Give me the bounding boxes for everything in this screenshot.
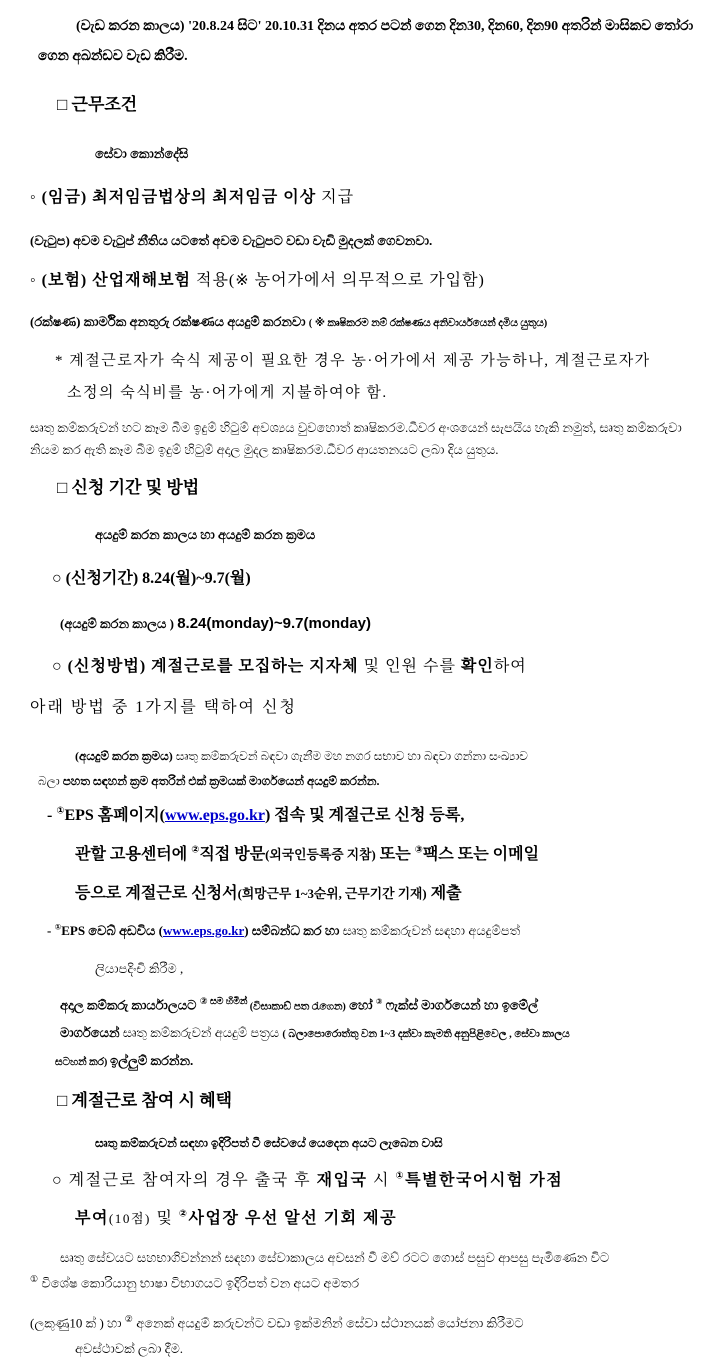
text-segment: අනෙක් අයදුම් කරුවන්ට වඩා ඉක්මනින් සේවා ස්ථානයක් යෝජනා කිරීමට [132,1315,524,1331]
text-segment: - [47,922,55,938]
text-segment: (신청방법) 계절근로를 모집하는 지자체 [67,658,359,676]
section-heading-benefits [57,1088,702,1114]
text-segment: 관할 고용센터에 [75,845,192,863]
text-segment: ① [395,1170,406,1182]
text-segment: ② [178,1209,189,1220]
insurance-line-sinhala [30,312,702,332]
text-segment: 시 [367,1171,396,1189]
text-segment: ○ [52,570,66,588]
text-segment: 적용(※ 농어가에서 의무적으로 가입함) [190,272,485,290]
text-segment: අවස්ථාවක් ලබා දීම. [75,1341,184,1357]
text-segment: 특별한국어시험 가점 [405,1171,564,1189]
text-segment: ① [30,1274,39,1285]
text-segment: 부여 [75,1210,109,1228]
eps-website-link[interactable]: www.eps.go.kr [164,807,265,825]
application-period-sinhala [60,612,702,635]
text-segment: සෘතු කම්කරුවන් බඳවා ගැනීම මහ නගර සභාව හා බඳවා ගන්නා සංඛ්‍යාව [175,748,528,763]
wage-line-korean [30,186,702,211]
text-segment: ① [56,805,65,817]
application-method-sinhala-line1 [75,747,702,766]
application-method-sinhala-line2 [38,772,702,791]
text-segment: 직접 방문 [199,845,266,863]
insurance-line-korean [30,269,702,294]
section-subtitle-benefits [95,1134,702,1153]
text-segment: ② [124,1313,133,1324]
application-method-korean-line2 [30,696,702,721]
text-segment: ඉල්ලුම් කරන්න. [109,1053,194,1069]
text-segment: 사업장 우선 알선 기회 제공 [188,1210,398,1228]
text-segment: සෘතු කම්කරුවන් හට කෑම බීම ඉදුම් හිටුම් අවශ්‍යය වුවහොත් කෘෂිකරම.ධීවර අංශයෙන් සැපයිය හැකි නමුත්, සෘතු කම්කරුවා නියම කර ඇති කෑම බීම ඉදුම් හිටුම් අදාල මුදල කෘෂිකරම.ධීවර ආයතනයට ලබා දිය යුතුය. [30,419,682,457]
text-segment: 팩스 또는 이메일 [422,845,540,863]
text-segment: සෘතු කම්කරුවන් සඳහා ඉදිරිපත් වී සේවයේ යෙදෙන අයට ලැබෙන වාසි [95,1135,443,1150]
document-body [0,12,720,1359]
text-segment: □ 계절근로 참여 시 혜택 [57,1090,233,1110]
eps-website-link[interactable]: www.eps.go.kr [162,922,245,938]
text-segment: 및 인원 수를 [358,658,461,676]
text-segment: ○ [52,658,68,676]
section-heading-application [57,475,702,501]
text-segment: ◦ [30,272,42,290]
text-segment: ◦ [30,189,42,207]
text-segment: ③ [414,844,423,856]
text-segment: සෘතු කම්කරුවන් සඳහා අයදුම්පත් [342,922,521,938]
text-segment: 하여 [493,658,527,676]
text-segment: (අයදුම් කරන ක්‍රමය) [75,748,176,763]
text-segment: □ 신청 기간 및 방법 [57,477,200,497]
benefit-sinhala-line2 [30,1272,702,1293]
method1-korean-line3 [75,882,702,907]
text-segment: □ 근무조건 [57,95,138,114]
text-segment: හෝ [345,997,376,1013]
text-segment: 8.24(monday)~9.7(monday) [177,615,372,633]
method2-detail-line1 [60,995,702,1015]
text-segment: ③ [375,996,383,1006]
text-segment: (රක්ෂණ) කාර්මික අනතුරු රක්ෂණය අයදුම් කරනවා [30,314,309,330]
text-segment: බලා [38,773,63,788]
text-segment: (අයදුම් කරන කාලය ) [60,616,178,632]
text-segment: 및 [150,1210,179,1228]
text-segment: අදාල කම්කරු කාර්යාලයට [60,997,200,1013]
text-segment: අයදුම් කරන කාලය හා අයදුම් කරන ක්‍රමය [95,527,316,543]
text-segment: ලියාපදිංචි කිරීම , [95,960,184,976]
text-segment: (වැඩ කරන කාලය) '20.8.24 සිට' 20.10.31 දිනය අතර පටන් ගෙන දින30, දින60, දින90 අතරින් මාසිකව තෝරා ගෙන අඛන්ඩව වැඩ කිරීම. [38,19,694,64]
application-period-korean [52,567,702,592]
text-segment: ) සම්බන්ධ කර හා [244,922,343,938]
method1-korean-line1 [47,804,702,829]
text-segment: 또는 [375,845,415,863]
text-segment: ① [54,922,62,932]
method2-sinhala-line2 [95,959,702,979]
lodging-note-sinhala [30,417,702,461]
text-segment: ○ [52,1171,69,1189]
text-segment: සේවා කොන්දේසි [95,146,189,162]
text-segment: (보험) 산업재해보험 [41,272,191,290]
application-method-korean-line1 [52,655,702,680]
wage-line-sinhala [30,231,702,251]
text-segment: * 계절근로자가 숙식 제공이 필요한 경우 농·어가에서 제공 가능하나, 계절근로자가 [55,353,651,370]
benefit-korean-line1 [52,1169,702,1194]
intro-paragraph-sinhala [38,12,702,72]
text-segment: (ලකුණු10 ක් ) හා [30,1315,125,1331]
section-subtitle-working-conditions [95,144,702,164]
benefit-sinhala-line3 [30,1312,702,1333]
text-segment: සෘතු කම්කරුවන් අයදුම් පත්‍රය [122,1025,283,1041]
method2-detail-line3 [55,1051,702,1071]
text-segment: ( ※ කෘෂිකරම නම් රක්ෂණය අනිවාර්යයෙන් දමිය යුතුය) [308,318,548,330]
text-segment: ② සම හිමින් [199,996,250,1007]
text-segment: (신청기간) 8.24(월)~9.7(월) [65,570,251,588]
text-segment: 제출 [426,884,462,902]
text-segment: (외국인등록증 지참) [265,847,376,862]
text-segment: EPS 홈페이지( [64,807,165,825]
text-segment: (වැටුප) අවම වැටුප් නීතිය යටතේ අවම වැටුපට වඩා වැඩි මුදලක් ගෙවනවා. [30,233,433,249]
section-heading-working-conditions [57,92,702,118]
method2-detail-line2 [60,1023,702,1043]
method1-korean-line2 [75,843,702,868]
text-segment: - [47,807,57,825]
text-segment: 재입국 [316,1171,368,1189]
text-segment: 확인 [460,658,494,676]
text-segment: (임금) 최저임금법상의 최저임금 이상 [41,189,317,207]
text-segment: EPS වෙබ් අඩවිය ( [61,922,163,938]
benefit-korean-line2 [75,1207,702,1232]
text-segment: සටහන් කර) [55,1057,110,1069]
text-segment: සෘතු සේවයට සහභාගිවන්නන් සඳහා සේවාකාලය අවසන් වී මව් රටට ගොස් පසුව ආපසු පැමිණෙන විට [60,1250,610,1266]
text-segment: ( බලාපොරොත්තු වන 1~3 දක්වා කැමති අනුපිළිවෙල , සේවා කාලය [282,1029,570,1041]
text-segment: විශේෂ කොරියානු භාෂා විභාගයට ඉදිරිපත් වන අයට අමතර [38,1275,360,1291]
text-segment: 소정의 숙식비를 농·어가에게 지불하여야 함. [67,384,388,401]
text-segment: (විසාකාඩ් පත රැගෙන) [249,1001,346,1013]
text-segment: ② [191,844,200,856]
lodging-note-korean-line1 [55,350,702,373]
text-segment: ෆැක්ස් මාර්ගයෙන් හා ඉමේල් [382,997,538,1013]
text-segment: 등으로 계절근로 신청서 [75,884,238,902]
lodging-note-korean-line2 [67,382,702,405]
text-segment: 계절근로 참여자의 경우 출국 후 [68,1171,317,1189]
text-segment: (희망근무 1~3순위, 근무기간 기재) [237,886,427,901]
method2-sinhala-line1 [47,921,702,941]
text-segment: පහත සඳහන් ක්‍රම අතරින් එක් ක්‍රමයක් මාර්ගයෙන් අයදුම් කරන්න. [62,773,380,788]
benefit-sinhala-line1 [60,1248,702,1268]
text-segment: මාර්ගයෙන් [60,1025,123,1041]
text-segment: (10점) [108,1211,151,1227]
section-subtitle-application [95,525,702,545]
text-segment: ) 접속 및 계절근로 신청 등록, [264,807,465,825]
benefit-sinhala-line4 [75,1339,702,1359]
text-segment: 아래 방법 중 1가지를 택하여 신청 [30,699,297,717]
text-segment: 지급 [316,189,355,207]
